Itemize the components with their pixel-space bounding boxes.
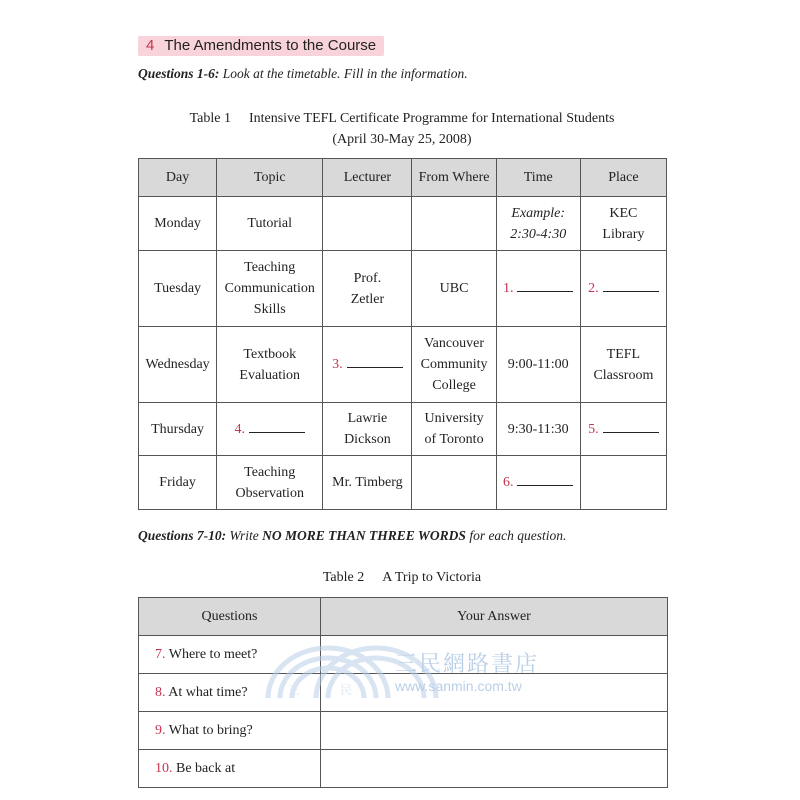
cell-from [412, 456, 496, 510]
blank-line[interactable] [249, 419, 305, 433]
cell-place [580, 327, 666, 403]
cell-topic [217, 327, 323, 403]
instruction-text: Look at the timetable. Fill in the information. [219, 66, 468, 81]
topic-line1: Textbook [243, 346, 297, 362]
lecturer-line2: Zetler [350, 291, 385, 307]
watermark-url: www.sanmin.com.tw [395, 678, 522, 694]
topic-line2: Communication [224, 281, 315, 296]
cell-day: Monday [139, 197, 217, 251]
table-header-row [139, 598, 668, 636]
blank-line[interactable] [603, 278, 659, 292]
cell-topic: Tutorial [217, 197, 323, 251]
instruction-label: Questions 7-10: [138, 528, 227, 543]
answer-blank-4[interactable] [217, 403, 323, 456]
question-number: 4. [234, 421, 245, 437]
table1-title: Intensive TEFL Certificate Programme for International Students [248, 111, 615, 126]
header-place: Place [580, 159, 666, 197]
table-row [139, 403, 667, 456]
topic-line1: Teaching [244, 464, 296, 480]
blank-line[interactable] [517, 278, 573, 292]
from-line2: of Toronto [424, 432, 484, 447]
table-row [139, 251, 667, 327]
instruction-questions-1-6 [138, 66, 468, 82]
question-cell [139, 712, 321, 750]
cell-topic [217, 251, 323, 327]
question-number: 7. [155, 647, 166, 662]
table-row [139, 197, 667, 251]
topic-line1: Teaching [244, 260, 296, 275]
watermark-text: 三民網路書店 [395, 652, 540, 677]
instruction-emphasis: NO MORE THAN THREE WORDS [262, 528, 466, 543]
section-number: 4 [146, 37, 155, 54]
place-line2: Library [602, 226, 645, 242]
lecturer-line1: Lawrie [347, 411, 388, 426]
answer-blank-6[interactable] [496, 456, 580, 510]
cell-place [580, 197, 666, 251]
question-number: 9. [155, 723, 166, 738]
question-number: 5. [588, 421, 599, 437]
instruction-text-post: for each question. [465, 528, 567, 543]
cell-time: 9:30-11:30 [496, 403, 580, 456]
watermark-char-1: 三 [288, 683, 301, 697]
question-text: Be back at [172, 761, 236, 776]
from-line2: Community [420, 357, 488, 372]
blank-line[interactable] [603, 419, 659, 433]
answer-blank-1[interactable] [496, 251, 580, 327]
question-text: What to bring? [165, 723, 253, 738]
from-line1: University [424, 411, 484, 426]
table-row [139, 327, 667, 403]
header-from-where: From Where [412, 159, 496, 197]
cell-topic [217, 456, 323, 510]
cell-from [412, 197, 496, 251]
example-time: 2:30-4:30 [510, 226, 567, 242]
lecturer-line1: Prof. [353, 270, 382, 286]
cell-lecturer [323, 251, 412, 327]
question-number: 10. [155, 761, 173, 776]
place-line1: KEC [609, 205, 638, 221]
table2-caption [138, 567, 666, 588]
cell-from [412, 327, 496, 403]
table-row [139, 712, 668, 750]
from-line1: Vancouver [424, 336, 484, 351]
from-line3: College [432, 378, 476, 393]
header-day: Day [139, 159, 217, 197]
blank-line[interactable] [517, 472, 573, 486]
answer-blank-2[interactable] [580, 251, 666, 327]
question-text: At what time? [165, 685, 248, 700]
table1-caption [138, 108, 666, 150]
lecturer-line2: Dickson [344, 432, 391, 447]
topic-line2: Evaluation [239, 367, 301, 383]
place-line2: Classroom [593, 367, 654, 383]
answer-input-9[interactable] [321, 712, 668, 750]
instruction-text-pre: Write [226, 528, 263, 543]
header-your-answer: Your Answer [321, 598, 668, 636]
cell-day: Thursday [139, 403, 217, 456]
blank-line[interactable] [347, 354, 403, 368]
table-row [139, 750, 668, 788]
question-cell [139, 750, 321, 788]
watermark-char-2: 民 [340, 683, 353, 697]
table-header-row [139, 159, 667, 197]
question-cell [139, 636, 321, 674]
cell-day: Friday [139, 456, 217, 510]
timetable [138, 158, 667, 510]
header-questions: Questions [139, 598, 321, 636]
section-heading [138, 36, 384, 56]
question-cell [139, 674, 321, 712]
cell-day: Tuesday [139, 251, 217, 327]
question-text: Where to meet? [165, 647, 258, 662]
topic-line3: Skills [253, 302, 286, 317]
table1-label: Table 1 [189, 111, 231, 126]
cell-lecturer [323, 403, 412, 456]
cell-place [580, 456, 666, 510]
cell-from: UBC [412, 251, 496, 327]
question-number: 6. [502, 475, 514, 490]
cell-lecturer [323, 197, 412, 251]
topic-line2: Observation [235, 485, 304, 501]
question-number: 8. [155, 685, 166, 700]
answer-blank-3[interactable] [323, 327, 412, 403]
cell-day: Wednesday [139, 327, 217, 403]
cell-time [496, 197, 580, 251]
question-number: 1. [502, 281, 514, 296]
instruction-label: Questions 1-6: [138, 66, 220, 81]
header-topic: Topic [217, 159, 323, 197]
instruction-questions-7-10 [138, 528, 566, 544]
header-time: Time [496, 159, 580, 197]
cell-time: 9:00-11:00 [496, 327, 580, 403]
answer-input-10[interactable] [321, 750, 668, 788]
example-label: Example: [511, 205, 566, 221]
place-line1: TEFL [606, 346, 641, 362]
header-lecturer: Lecturer [323, 159, 412, 197]
section-title: The Amendments to the Course [164, 37, 377, 54]
table-row [139, 456, 667, 510]
answer-blank-5[interactable] [580, 403, 666, 456]
cell-lecturer: Mr. Timberg [323, 456, 412, 510]
question-number: 2. [588, 281, 599, 296]
table2-label: Table 2 [322, 570, 365, 585]
cell-from [412, 403, 496, 456]
question-number: 3. [332, 357, 343, 372]
table2-title: A Trip to Victoria [382, 570, 482, 585]
table1-dates: (April 30-May 25, 2008) [332, 132, 472, 147]
